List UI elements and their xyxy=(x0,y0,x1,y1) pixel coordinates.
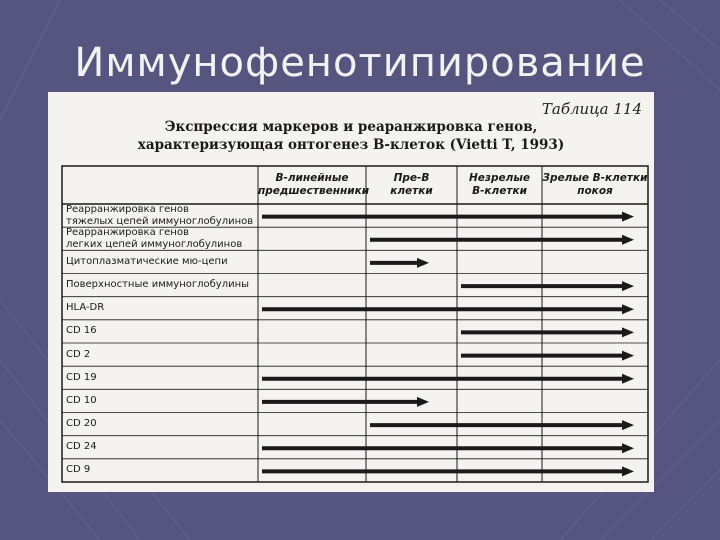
marker-label-line1: HLA-DR xyxy=(66,302,105,314)
marker-row-label xyxy=(66,297,258,320)
marker-row-label xyxy=(66,436,258,459)
column-header xyxy=(457,167,542,203)
slide-title: Иммунофенотипирование xyxy=(74,40,646,86)
arrow-head xyxy=(622,420,634,430)
marker-label-line1: Цитоплазматические мю-цепи xyxy=(66,255,228,267)
column-header xyxy=(258,167,370,203)
arrow-head xyxy=(622,327,634,337)
expression-arrow xyxy=(262,374,634,384)
arrow-head xyxy=(622,443,634,453)
arrow-head xyxy=(622,212,634,222)
expression-arrow xyxy=(461,281,634,291)
marker-row-label xyxy=(66,389,258,412)
expression-arrow xyxy=(262,212,634,222)
marker-label-line1: Поверхностные иммуноглобулины xyxy=(66,279,250,291)
marker-row-label xyxy=(66,413,258,436)
column-header xyxy=(542,167,648,203)
arrow-head xyxy=(622,466,634,476)
column-header-line-1: Незрелые xyxy=(469,172,530,184)
expression-arrow xyxy=(461,327,634,337)
column-header-line-2: клетки xyxy=(390,185,433,197)
expression-arrow xyxy=(262,466,634,476)
column-header-line-2: В-клетки xyxy=(472,185,527,197)
arrow-head xyxy=(622,281,634,291)
marker-label-line1: CD 19 xyxy=(66,371,97,383)
marker-label-line1: CD 9 xyxy=(66,464,91,476)
marker-row-label xyxy=(66,274,258,297)
expression-arrow xyxy=(262,443,634,453)
marker-label-line1: CD 2 xyxy=(66,348,91,360)
marker-row-label xyxy=(66,459,258,482)
marker-label-line2: легких цепей иммуноглобулинов xyxy=(66,238,243,250)
column-header-line-1: В-линейные xyxy=(275,172,349,184)
expression-arrow xyxy=(370,258,429,268)
expression-arrow xyxy=(262,304,634,314)
column-header-line-1: Зрелые В-клетки xyxy=(542,172,648,184)
marker-label-line1: CD 20 xyxy=(66,418,97,430)
marker-row-label xyxy=(66,343,258,366)
expression-arrow xyxy=(370,420,634,430)
arrow-head xyxy=(417,397,429,407)
marker-label-line1: CD 24 xyxy=(66,441,97,453)
marker-label-line1: CD 10 xyxy=(66,394,97,406)
arrow-head xyxy=(622,351,634,361)
table-number: Таблица 114 xyxy=(541,100,642,118)
marker-row-label xyxy=(66,320,258,343)
marker-row-label xyxy=(66,204,258,227)
arrow-head xyxy=(622,304,634,314)
column-header-line-1: Пре-В xyxy=(393,172,430,184)
caption-line-1: Экспрессия маркеров и реаранжировка генов, xyxy=(164,119,538,135)
marker-row-label xyxy=(66,366,258,389)
marker-label-line1: Реарранжировка генов xyxy=(66,203,189,215)
marker-row-label xyxy=(66,250,258,273)
table-sheet xyxy=(48,92,654,492)
marker-label-line1: Реарранжировка генов xyxy=(66,226,189,238)
expression-arrow xyxy=(370,235,634,245)
expression-arrow xyxy=(461,351,634,361)
marker-label-line1: CD 16 xyxy=(66,325,97,337)
arrow-head xyxy=(417,258,429,268)
column-header-line-2: предшественники xyxy=(258,185,370,197)
column-header xyxy=(366,167,457,203)
column-header-line-2: покоя xyxy=(577,185,613,197)
marker-row-label xyxy=(66,227,258,250)
expression-arrow xyxy=(262,397,429,407)
arrow-head xyxy=(622,235,634,245)
arrow-head xyxy=(622,374,634,384)
caption-line-2: характеризующая онтогенез В-клеток (Vietti T, 1993) xyxy=(137,137,565,153)
marker-label-line2: тяжелых цепей иммуноглобулинов xyxy=(66,215,254,227)
